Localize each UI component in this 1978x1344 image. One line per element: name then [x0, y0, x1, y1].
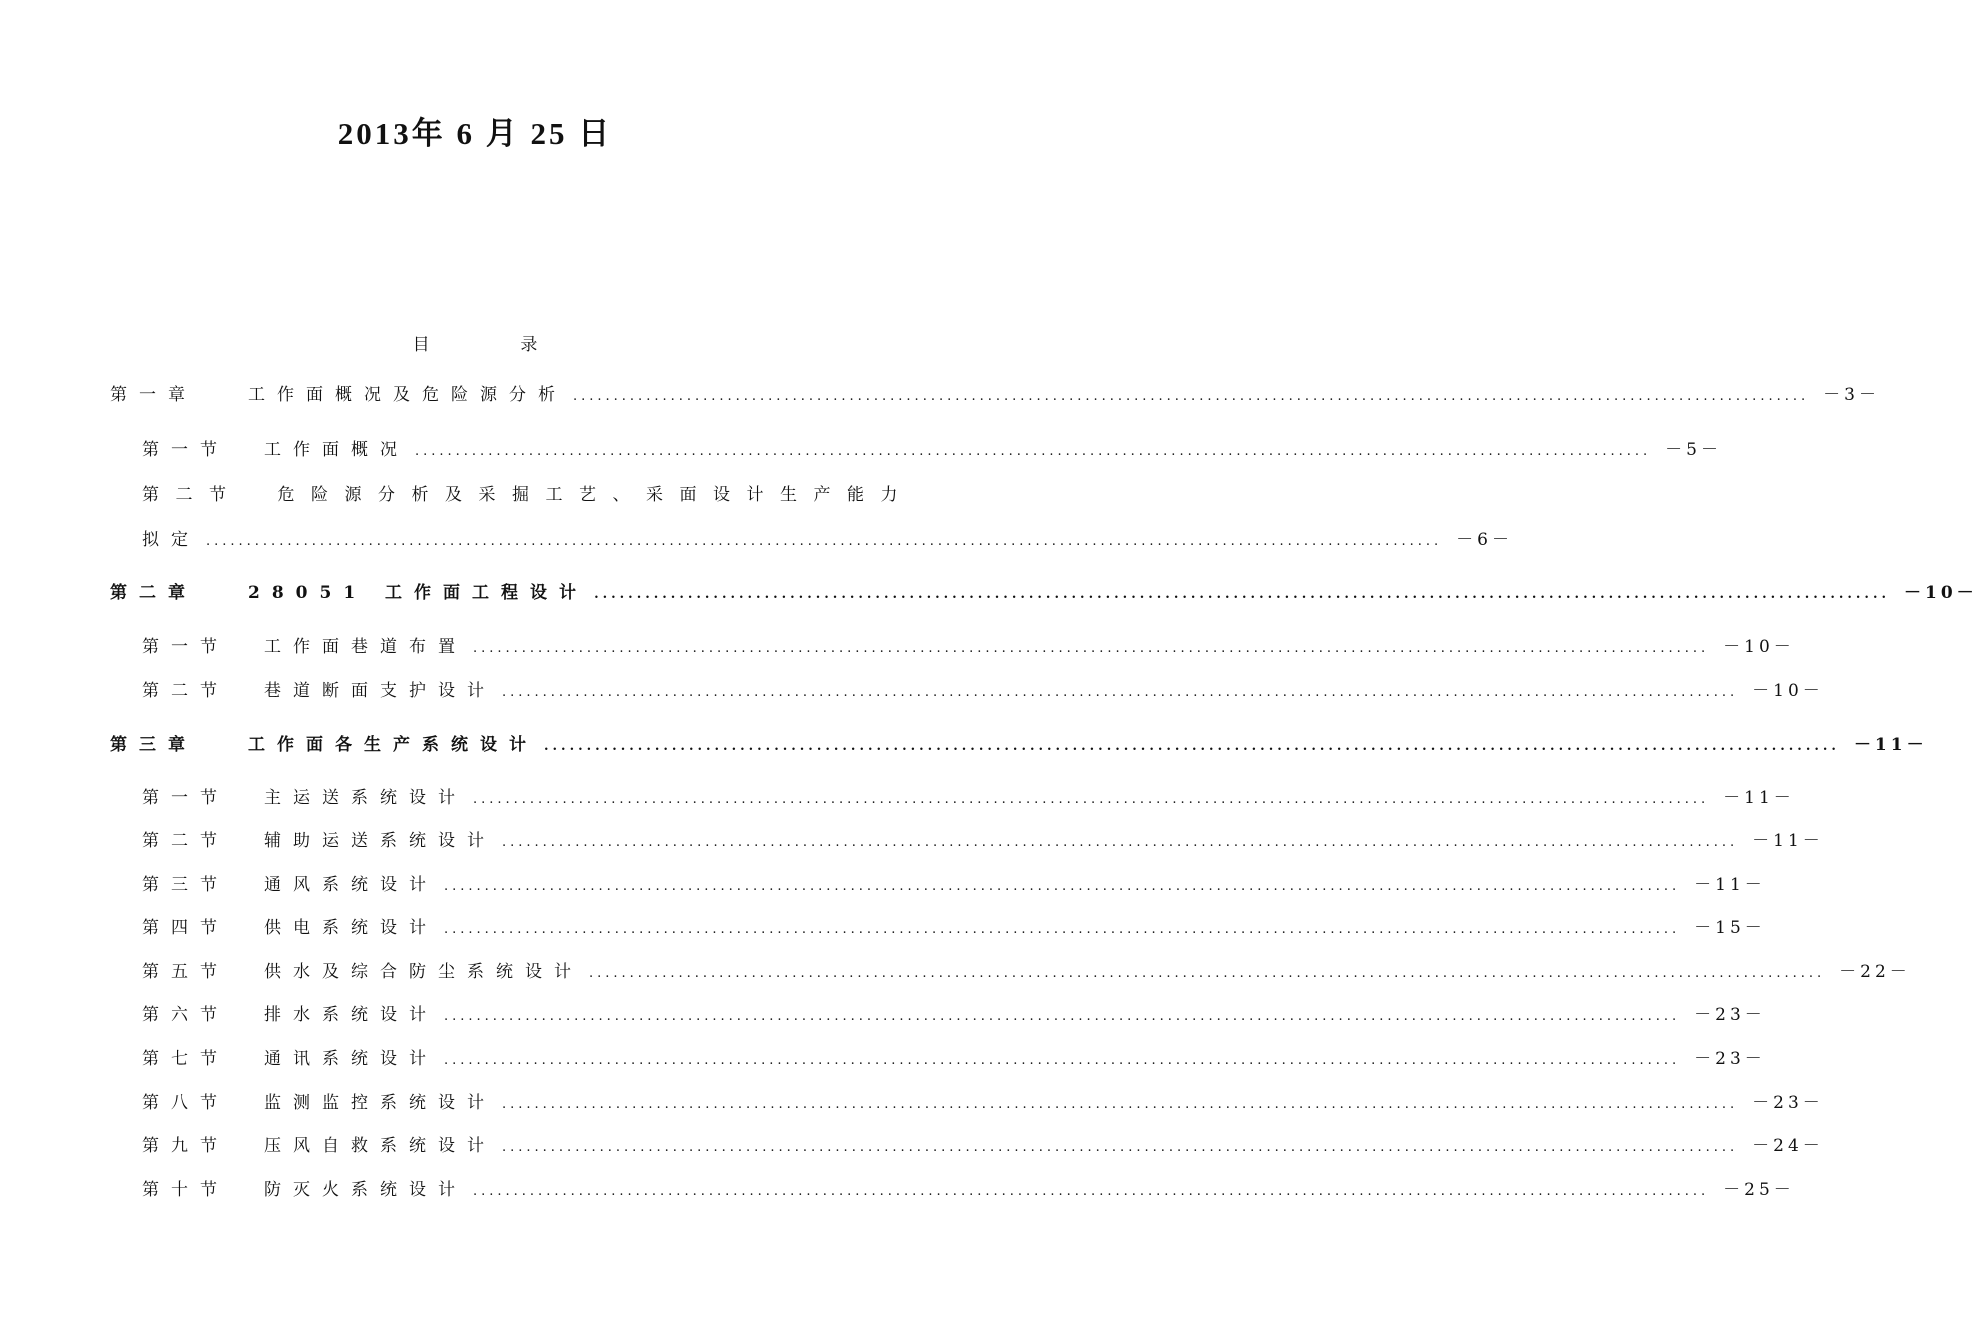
toc-leader-dots: [502, 1097, 1738, 1112]
toc-page-number: －23－: [1694, 1049, 1766, 1069]
toc-leader-dots: [444, 922, 1680, 937]
toc-section-row[interactable]: [142, 1088, 1824, 1113]
toc-page-number: －11－: [1694, 875, 1766, 895]
toc-entry-number: 第六节: [142, 1005, 229, 1025]
toc-entry-title: 拟定: [142, 530, 200, 550]
toc-entry-number: 第八节: [142, 1093, 229, 1113]
toc-leader-dots: [415, 444, 1651, 459]
toc-entry-number: 第七节: [142, 1049, 229, 1069]
toc-entry-title: 防灭火系统设计: [264, 1180, 467, 1200]
toc-entry-title: 监测监控系统设计: [264, 1093, 496, 1113]
toc-section-row[interactable]: [142, 1131, 1824, 1156]
toc-entry-number: 第一节: [142, 788, 229, 808]
toc-leader-dots: [206, 534, 1442, 549]
toc-page-number: －11－: [1752, 831, 1824, 851]
toc-page-number: －10－: [1904, 583, 1978, 603]
toc-entry-number: 第五节: [142, 962, 229, 982]
toc-section-row[interactable]: [142, 783, 1795, 808]
toc-page-number: －5－: [1665, 440, 1722, 460]
toc-section-row[interactable]: [142, 826, 1824, 851]
toc-section-row[interactable]: [142, 1175, 1795, 1200]
toc-page-number: －23－: [1752, 1093, 1824, 1113]
toc-leader-dots: [502, 685, 1738, 700]
toc-entry-number: 第四节: [142, 918, 229, 938]
toc-page-number: －10－: [1752, 681, 1824, 701]
toc-leader-dots: [473, 792, 1709, 807]
toc-section-row[interactable]: [142, 525, 1513, 550]
toc-page-number: －15－: [1694, 918, 1766, 938]
toc-leader-dots: [544, 739, 1840, 754]
toc-entry-title: 工作面巷道布置: [264, 637, 467, 657]
toc-entry-title: 通讯系统设计: [264, 1049, 438, 1069]
toc-heading: [0, 330, 950, 355]
toc-entry-title: 28051 工作面工程设计: [248, 583, 589, 603]
toc-leader-dots: [473, 641, 1709, 656]
toc-leader-dots: [473, 1184, 1709, 1199]
toc-section-row[interactable]: [142, 480, 914, 505]
toc-entry-number: 第一节: [142, 440, 229, 460]
document-date: 2013年 6 月 25 日: [337, 116, 613, 151]
toc-chapter-row[interactable]: [110, 380, 1880, 405]
toc-entry-number: 第三章: [110, 735, 197, 755]
toc-entry-title: 工作面各生产系统设计: [248, 735, 538, 755]
toc-chapter-row[interactable]: [110, 730, 1928, 755]
toc-entry-title: 压风自救系统设计: [264, 1136, 496, 1156]
toc-entry-title: 巷道断面支护设计: [264, 681, 496, 701]
toc-entry-number: 第二节: [142, 485, 243, 505]
toc-section-row[interactable]: [142, 676, 1824, 701]
toc-section-row[interactable]: [142, 913, 1766, 938]
toc-page-number: －24－: [1752, 1136, 1824, 1156]
toc-entry-title: 通风系统设计: [264, 875, 438, 895]
toc-entry-title: 辅助运送系统设计: [264, 831, 496, 851]
toc-entry-title: 供电系统设计: [264, 918, 438, 938]
toc-page-number: －11－: [1853, 735, 1928, 755]
toc-heading-left: 目: [412, 335, 430, 355]
toc-page-number: －11－: [1723, 788, 1795, 808]
toc-leader-dots: [589, 966, 1825, 981]
toc-section-row[interactable]: [142, 1044, 1766, 1069]
toc-heading-right: 录: [520, 335, 538, 355]
toc-leader-dots: [502, 835, 1738, 850]
toc-chapter-row[interactable]: [110, 578, 1978, 603]
toc-entry-number: 第二节: [142, 681, 229, 701]
toc-entry-number: 第一章: [110, 385, 197, 405]
toc-leader-dots: [573, 389, 1809, 404]
toc-section-row[interactable]: [142, 957, 1911, 982]
toc-entry-title: 工作面概况及危险源分析: [248, 385, 567, 405]
toc-leader-dots: [444, 1053, 1680, 1068]
toc-section-row[interactable]: [142, 870, 1766, 895]
toc-page-number: －6－: [1456, 530, 1513, 550]
toc-page-number: －23－: [1694, 1005, 1766, 1025]
toc-section-row[interactable]: [142, 632, 1795, 657]
toc-entry-number: 第十节: [142, 1180, 229, 1200]
toc-entry-title: 主运送系统设计: [264, 788, 467, 808]
toc-leader-dots: [502, 1140, 1738, 1155]
toc-entry-title: 危险源分析及采掘工艺、采面设计生产能力: [277, 485, 914, 505]
toc-page-number: －3－: [1823, 385, 1880, 405]
toc-entry-title: 排水系统设计: [264, 1005, 438, 1025]
toc-section-row[interactable]: [142, 435, 1722, 460]
toc-page-number: －22－: [1839, 962, 1911, 982]
toc-entry-number: 第三节: [142, 875, 229, 895]
toc-entry-title: 工作面概况: [264, 440, 409, 460]
toc-entry-number: 第一节: [142, 637, 229, 657]
toc-leader-dots: [594, 587, 1890, 602]
toc-entry-number: 第九节: [142, 1136, 229, 1156]
toc-entry-title: 供水及综合防尘系统设计: [264, 962, 583, 982]
toc-entry-number: 第二节: [142, 831, 229, 851]
toc-leader-dots: [444, 1009, 1680, 1024]
toc-page-number: －25－: [1723, 1180, 1795, 1200]
toc-leader-dots: [444, 879, 1680, 894]
toc-section-row[interactable]: [142, 1000, 1766, 1025]
toc-entry-number: 第二章: [110, 583, 197, 603]
toc-page-number: －10－: [1723, 637, 1795, 657]
